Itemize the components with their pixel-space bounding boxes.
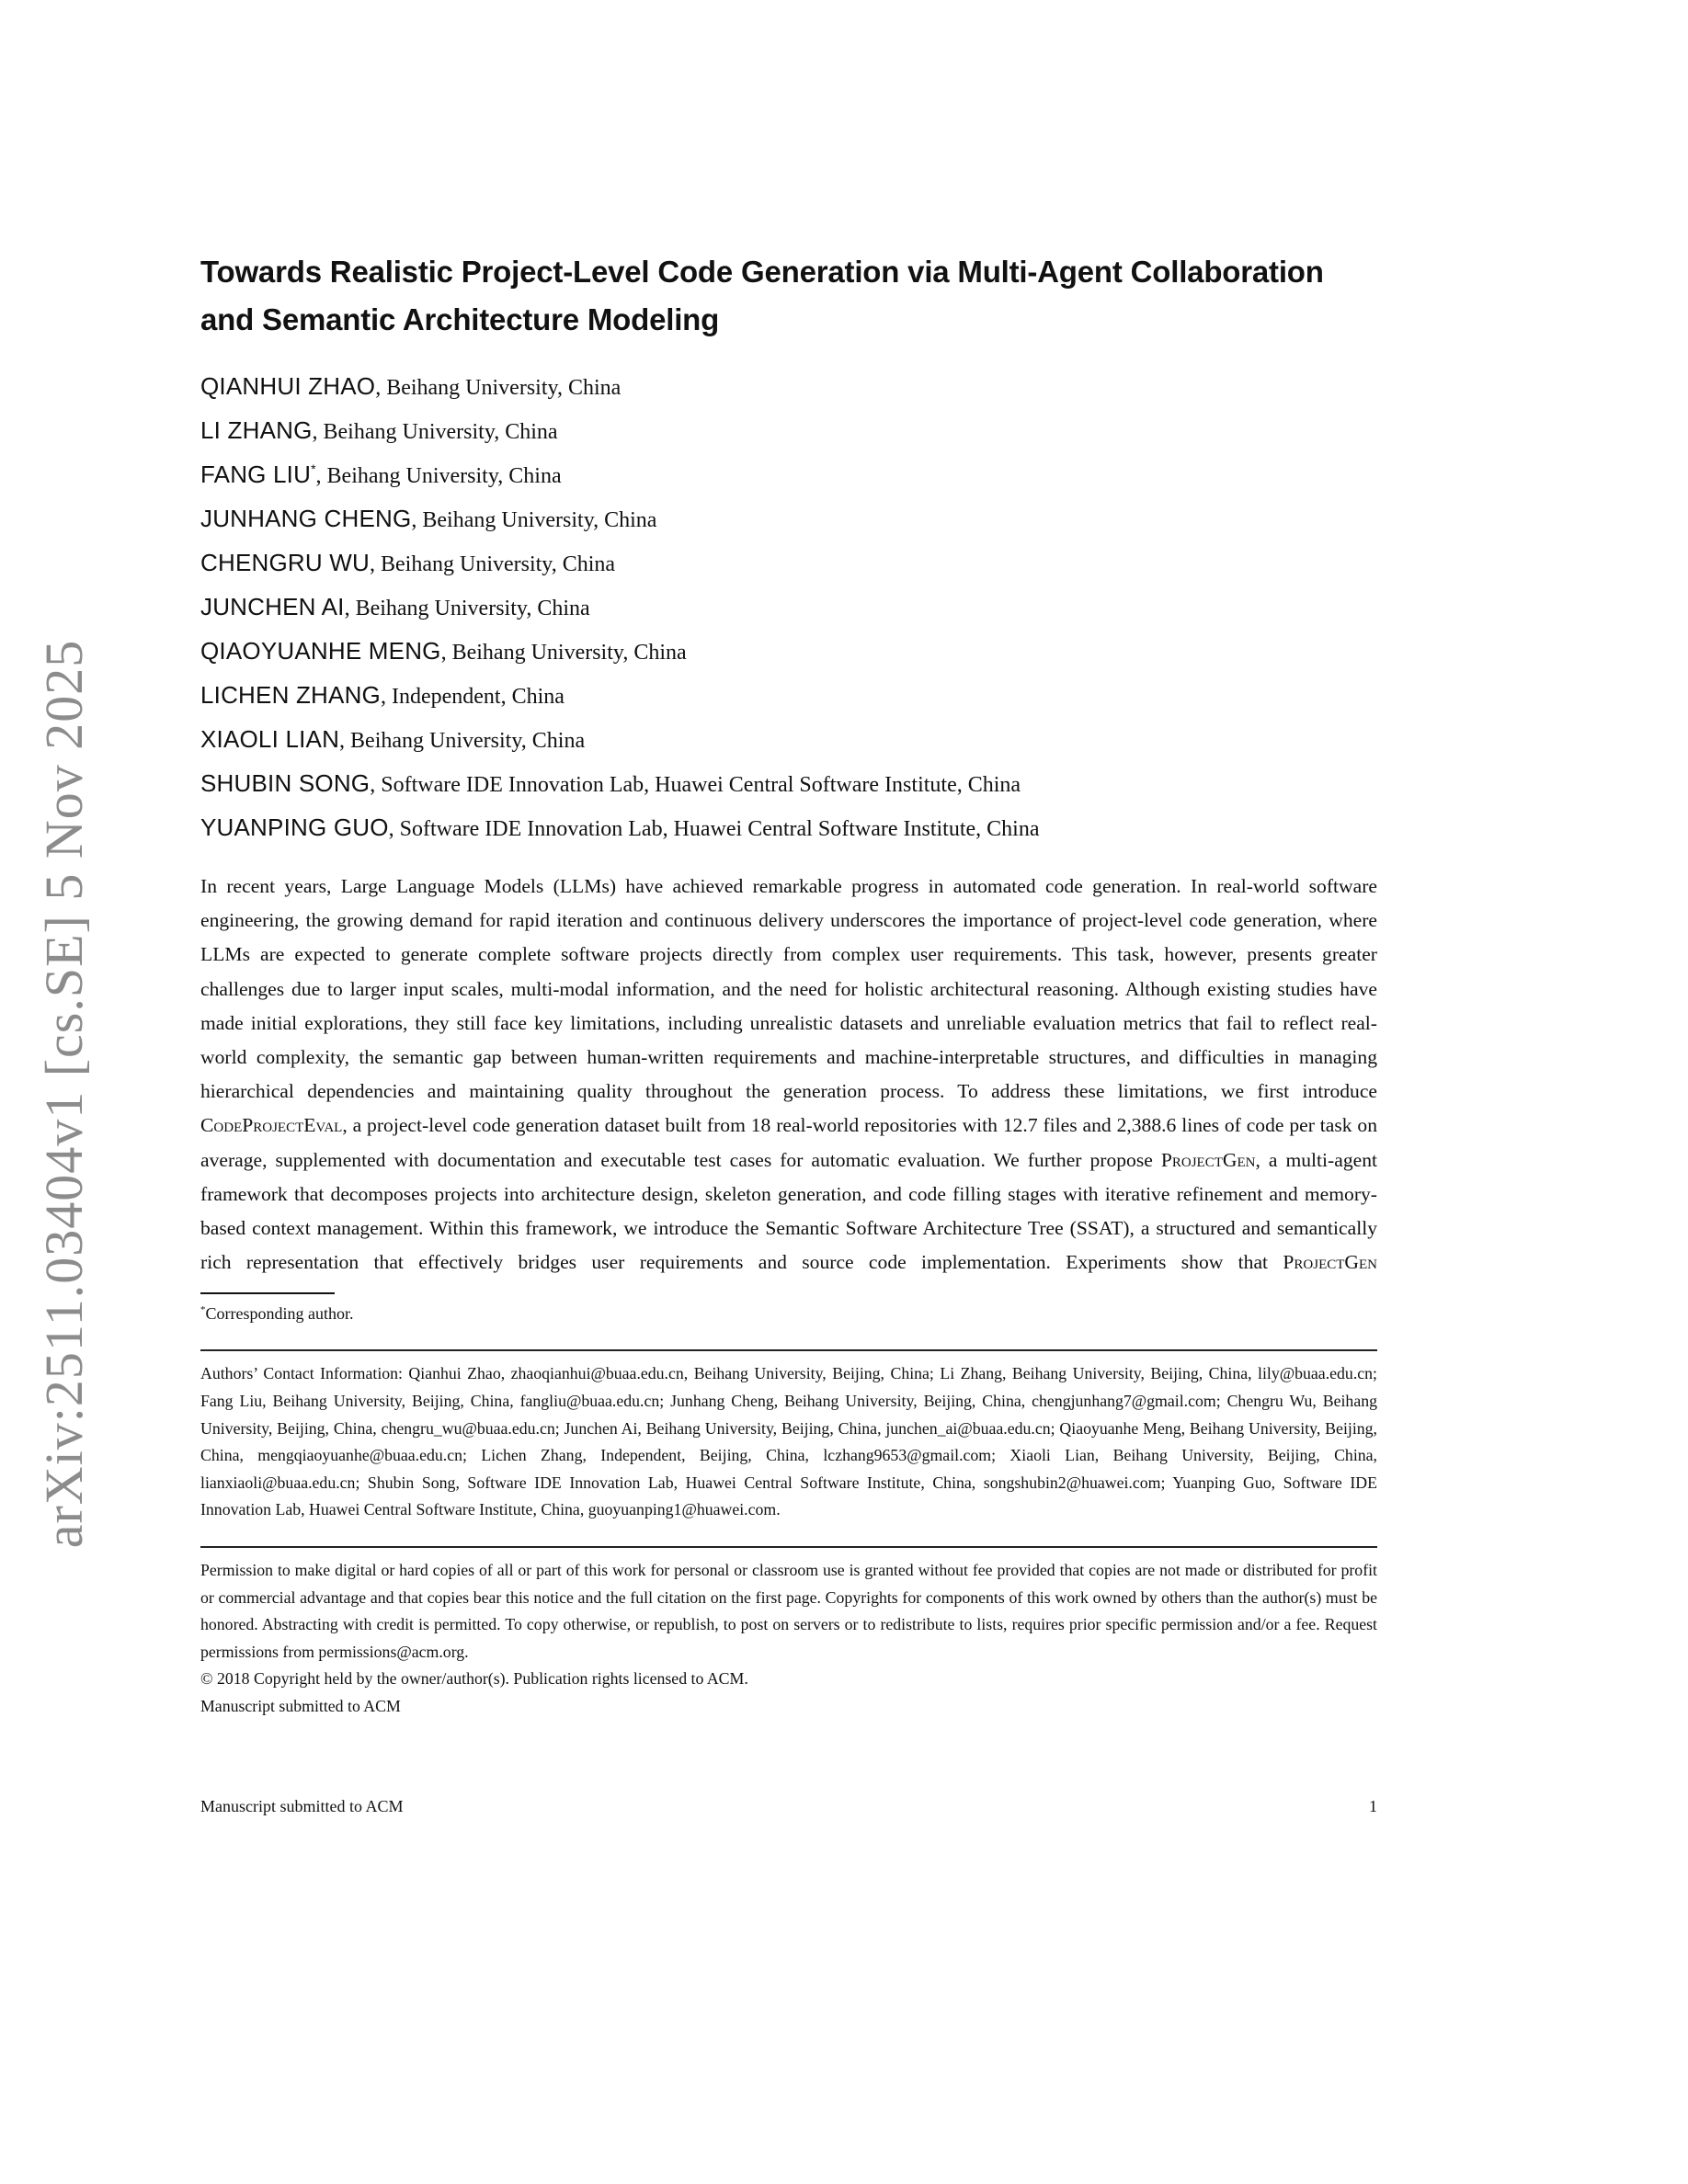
author-affiliation: , Beihang University, China	[411, 508, 657, 532]
author-affiliation: , Beihang University, China	[440, 641, 687, 665]
dataset-name: CodeProjectEval	[200, 1114, 343, 1137]
author-entry	[200, 805, 1377, 849]
author-affiliation: , Beihang University, China	[315, 464, 562, 488]
author-name: SHUBIN SONG	[200, 769, 371, 797]
author-name: LI ZHANG	[200, 416, 313, 444]
permission-divider	[200, 1546, 1377, 1548]
contact-divider	[200, 1349, 1377, 1351]
author-entry	[200, 496, 1377, 540]
author-entry	[200, 540, 1377, 585]
author-affiliation: , Beihang University, China	[312, 420, 558, 444]
author-affiliation: , Software IDE Innovation Lab, Huawei Central Software Institute, China	[370, 773, 1021, 797]
authors-contact-information: Authors’ Contact Information: Qianhui Zhao, zhaoqianhui@buaa.edu.cn, Beihang University, Beijing, China; Li Zhang, Beihang University, Beijing, China, lily@buaa.edu.cn; Fang Liu, Beihang University, Beijing, China, fangliu@buaa.edu.cn; Junhang Cheng, Beihang University, Beijing, China, chengjunhang7@gmail.com; Chengru Wu, Beihang University, Beijing, China, chengru_wu@buaa.edu.cn; Junchen Ai, Beihang University, Beijing, China, junchen_ai@buaa.edu.cn; Qiaoyuanhe Meng, Beihang University, Beijing, China, mengqiaoyuanhe@buaa.edu.cn; Lichen Zhang, Independent, Beijing, China, lczhang9653@gmail.com; Xiaoli Lian, Beihang University, Beijing, China, lianxiaoli@buaa.edu.cn; Shubin Song, Software IDE Innovation Lab, Huawei Central Software Institute, China, songshubin2@huawei.com; Yuanping Guo, Software IDE Innovation Lab, Huawei Central Software Institute, China, guoyuanping1@huawei.com.	[200, 1364, 1377, 1519]
author-entry	[200, 717, 1377, 761]
author-name: JUNCHEN AI	[200, 593, 345, 620]
author-name: XIAOLI LIAN	[200, 725, 340, 753]
permission-notice	[200, 1557, 1377, 1721]
paper-first-page	[200, 248, 1377, 1721]
author-entry	[200, 408, 1377, 452]
author-name: QIANHUI ZHAO	[200, 372, 376, 400]
author-name: LICHEN ZHANG	[200, 681, 381, 709]
author-affiliation: , Beihang University, China	[344, 597, 590, 620]
author-entry	[200, 364, 1377, 408]
footer-venue: Manuscript submitted to ACM	[200, 1797, 404, 1815]
author-entry	[200, 585, 1377, 629]
framework-name: ProjectGen	[1160, 1148, 1256, 1171]
author-entry	[200, 452, 1377, 496]
author-entry	[200, 629, 1377, 673]
abstract	[200, 870, 1377, 1280]
author-affiliation: , Independent, China	[380, 685, 565, 709]
author-name: YUANPING GUO	[200, 813, 389, 841]
author-list	[200, 364, 1377, 849]
page-footer	[200, 1792, 1377, 1820]
author-name: JUNHANG CHENG	[200, 505, 412, 532]
footnote-text: Corresponding author.	[205, 1304, 354, 1324]
author-entry	[200, 761, 1377, 805]
footnote-divider	[200, 1292, 335, 1294]
copyright-text: © 2018 Copyright held by the owner/author(s). Publication rights licensed to ACM.	[200, 1669, 748, 1689]
framework-name: ProjectGen	[1283, 1251, 1377, 1274]
author-affiliation: , Beihang University, China	[370, 552, 616, 576]
author-entry	[200, 673, 1377, 717]
author-affiliation: , Software IDE Innovation Lab, Huawei Central Software Institute, China	[388, 817, 1040, 841]
abstract-text: , a multi-agent framework that decomposes projects into architecture design, skeleton generation, and code filling stages with iterative refinement and memory-based context management. Within this framework, we introduce the Semantic Software Architecture Tree (SSAT), a structured and semantically rich representation that effectively bridges user requirements and source code implementation. Experiments show that	[200, 1148, 1377, 1274]
arxiv-identifier-stamp: arXiv:2511.03404v1 [cs.SE] 5 Nov 2025	[34, 639, 94, 1549]
abstract-text: In recent years, Large Language Models (LLMs) have achieved remarkable progress in automated code generation. In real-world software engineering, the growing demand for rapid iteration and continuous delivery underscores the importance of project-level code generation, where LLMs are expected to generate complete software projects directly from complex user requirements. This task, however, presents greater challenges due to larger input scales, multi-modal information, and the need for holistic architectural reasoning. Although existing studies have made initial explorations, they still face key limitations, including unrealistic datasets and unreliable evaluation metrics that fail to reflect real-world complexity, the semantic gap between human-written requirements and machine-interpretable structures, and difficulties in managing hierarchical dependencies and maintaining quality throughout the generation process. To address these limitations, we first introduce	[200, 875, 1377, 1103]
manuscript-note: Manuscript submitted to ACM	[200, 1696, 401, 1715]
permission-text: Permission to make digital or hard copies of all or part of this work for personal or classroom use is granted without fee provided that copies are not made or distributed for profit or commercial advantage and that copies bear this notice and the full citation on the first page. Copyrights for components of this work owned by others than the author(s) must be honored. Abstracting with credit is permitted. To copy otherwise, or republish, to post on servers or to redistribute to lists, requires prior specific permission and/or a fee. Request permissions from permissions@acm.org.	[200, 1561, 1377, 1661]
page-number: 1	[1369, 1797, 1377, 1815]
author-affiliation: , Beihang University, China	[339, 729, 586, 753]
author-name: QIAOYUANHE MENG	[200, 637, 441, 665]
author-name: FANG LIU	[200, 461, 312, 488]
footnote-mark: *	[200, 1304, 206, 1316]
corresponding-author-mark[interactable]: *	[311, 461, 316, 476]
author-name: CHENGRU WU	[200, 549, 370, 576]
footnote	[200, 1296, 1377, 1327]
author-affiliation: , Beihang University, China	[375, 376, 622, 400]
abstract-text: , a project-level code generation dataset built from 18 real-world repositories with 12.7 files and 2,388.6 lines of code per task on average, supplemented with documentation and executable test cases for automatic evaluation. We further propose	[200, 1114, 1377, 1171]
paper-title: Towards Realistic Project-Level Code Generation via Multi-Agent Collaboration and Semantic Architecture Modeling	[200, 255, 1324, 336]
